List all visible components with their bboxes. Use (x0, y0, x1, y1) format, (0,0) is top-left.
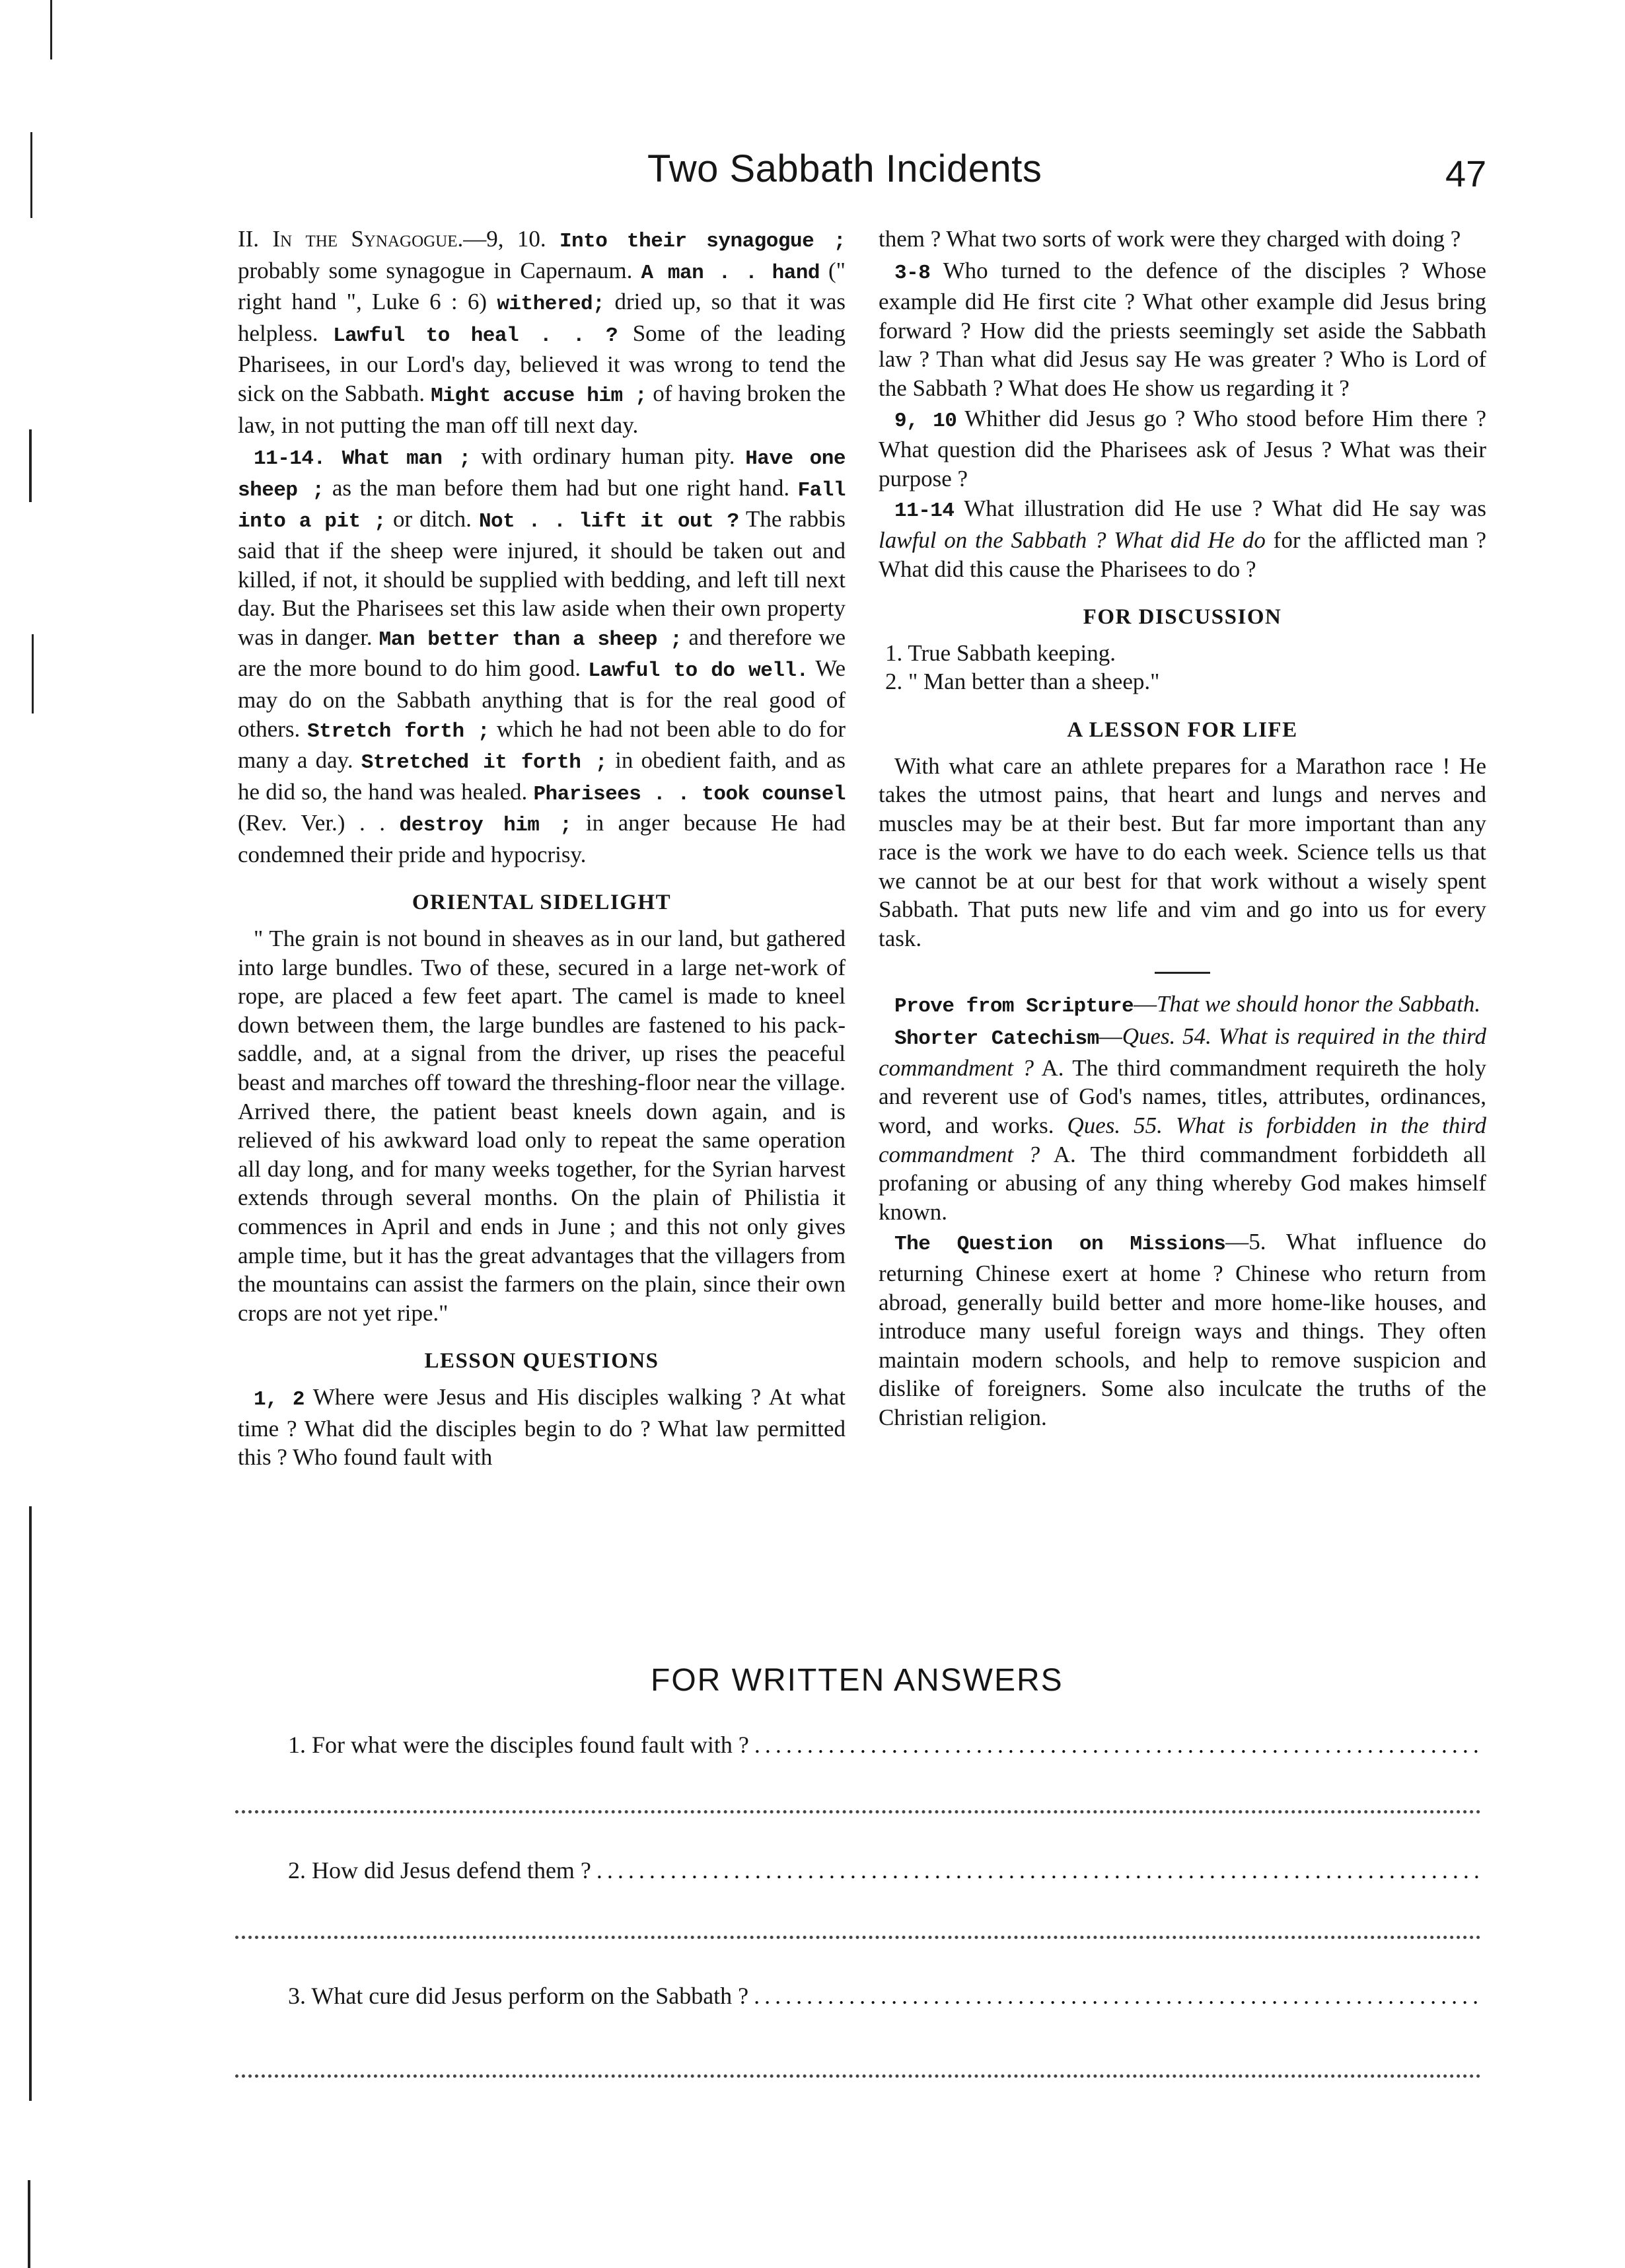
body-text: probably some synagogue in Capernaum. (238, 257, 641, 283)
body-text: of having broken the law, in not putting the man off till next day. (238, 380, 846, 438)
written-question-text: 1. For what were the disciples found fault with ? (288, 1732, 749, 1758)
dash: — (1225, 1229, 1249, 1255)
body-text: Some of the leading Pharisees, in our Lord's day, believed it was wrong to tend the sick on the Sabbath. (238, 320, 846, 406)
question-text: What illustration did He use ? What did He say was (954, 495, 1486, 522)
discussion-list (879, 639, 1486, 696)
keyword: Lawful to heal . . ? (333, 324, 618, 348)
right-column (879, 225, 1486, 1434)
list-item: 1. True Sabbath keeping. (885, 640, 1116, 666)
left-column (238, 225, 846, 1473)
lesson-questions-heading: LESSON QUESTIONS (424, 1349, 659, 1373)
page-number: 47 (1445, 153, 1487, 194)
question-3-8 (879, 256, 1486, 403)
body-text: (Rev. Ver.) . . (238, 810, 400, 836)
question-text-italic: lawful on the Sabbath ? What did He do (879, 527, 1266, 553)
answer-line-2[interactable] (235, 1936, 1481, 1939)
keyword: Stretch forth ; (307, 719, 489, 743)
keyword: 11-14. What man ; (254, 447, 471, 471)
paragraph-verses-11-14 (238, 442, 846, 869)
keyword: Fall into a pit ; (238, 478, 846, 534)
body-text: The rabbis said that if the sheep were injured, it should be taken out and killed, if not, it should be supplied with bedding, and left till next day. But the Pharisees set this law aside when their own property was in danger. (238, 506, 846, 650)
section-lead: II. In the Synagogue.—9, 10. (238, 226, 546, 252)
question-number: 11-14 (894, 499, 955, 523)
question-on-missions (879, 1227, 1486, 1432)
keyword: Into their synagogue ; (559, 230, 846, 253)
keyword: Not . . lift it out ? (478, 510, 739, 534)
dash: — (1134, 990, 1157, 1017)
body-text: in obedient faith, and as he did so, the hand was healed. (238, 747, 846, 805)
question-number: 1, 2 (254, 1387, 305, 1411)
body-text: as the man before them had but one right hand. (324, 474, 798, 501)
keyword: destroy him ; (399, 814, 572, 838)
question-9-10 (879, 404, 1486, 494)
lesson-for-life-heading: A LESSON FOR LIFE (1067, 717, 1298, 742)
scan-margin-mark (28, 2180, 30, 2268)
question-text: Where were Jesus and His disciples walking ? At what time ? What did the disciples begin to do ? What law permitted this ? Who found fault with (238, 1383, 846, 1471)
oriental-sidelight-heading: ORIENTAL SIDELIGHT (412, 891, 672, 915)
prove-from-scripture (879, 990, 1486, 1021)
for-discussion-heading: FOR DISCUSSION (1083, 605, 1282, 630)
body-text: with ordinary human pity. (470, 443, 746, 470)
written-question-2 (288, 1856, 1481, 1884)
missions-text: 5. What influence do returning Chinese exert at home ? Chinese who return from abroad, generally build better and more home-like houses, and introduce many useful foreign ways and things. They often maintain modern schools, and help to remove suspicion and dislike of foreigners. Some also inculcate the truths of the Christian religion. (879, 1229, 1486, 1430)
body-text: which he had not been able to do for many a day. (238, 715, 846, 774)
question-text: Whither did Jesus go ? Who stood before Him there ? What question did the Pharisees ask of Jesus ? What was their purpose ? (879, 405, 1487, 492)
paragraph-in-the-synagogue (238, 225, 846, 439)
dash: — (1099, 1023, 1122, 1050)
body-text: We may do on the Sabbath anything that is for the real good of others. (238, 655, 846, 742)
body-text: (" right hand ", Luke 6 : 6) (238, 257, 846, 315)
catechism-q54-label: Ques. 54. (1122, 1023, 1211, 1050)
body-text: dried up, so that it was helpless. (238, 289, 846, 346)
prove-label: Prove from Scripture (894, 994, 1134, 1018)
missions-label: The Question on Missions (894, 1233, 1226, 1257)
oriental-sidelight-text: " The grain is not bound in sheaves as in our land, but gathered into large bundles. Two of these, secured in a large net-work of rope, are placed a few feet apart. The camel is made to kneel down between them, the large bundles are fastened to his pack-saddle, and, at a signal from the driver, up rises the peaceful beast and marches off toward the threshing-floor near the village. Arrived there, the patient beast kneels down again, and is relieved of his awkward load only to repeat the same operation all day long, and for many weeks together, for the Syrian harvest extends through several months. On the plain of Philistia it commences in April and ends in June ; and this not only gives ample time, but it has the great advantages that the villagers from the mountains can assist the farmers on the plain, since their own crops are not yet ripe." (238, 926, 846, 1326)
question-1-2 (238, 1383, 846, 1472)
question-number: 3-8 (894, 261, 931, 285)
keyword: Lawful to do well. (588, 659, 809, 683)
page-header (0, 132, 1625, 211)
written-question-1 (288, 1731, 1481, 1759)
catechism-q55-label: Ques. 55. (1067, 1113, 1163, 1139)
catechism-a54: A. The third commandment requireth the holy and reverent use of God's names, titles, attributes, ordinances, word, and works. (879, 1054, 1487, 1139)
answer-line-3[interactable] (235, 2074, 1481, 2078)
scan-margin-mark (32, 634, 34, 713)
keyword: Stretched it forth ; (361, 751, 607, 775)
question-text: for the afflicted man ? What did this cause the Pharisees to do ? (879, 527, 1486, 582)
shorter-catechism (879, 1022, 1486, 1226)
question-11-14 (879, 494, 1486, 583)
keyword: withered; (497, 293, 605, 316)
catechism-label: Shorter Catechism (894, 1027, 1099, 1051)
catechism-q55-text: What is forbidden in the third commandment ? (879, 1113, 1486, 1167)
question-number: 9, 10 (894, 409, 957, 433)
catechism-a55: A. The third commandment forbiddeth all profaning or abusing of any thing whereby God makes himself known. (879, 1141, 1486, 1225)
lesson-for-life-text: With what care an athlete prepares for a Marathon race ! He takes the utmost pains, that heart and lungs and nerves and muscles may be at their best. But far more important than any race is the work we have to do each week. Science tells us that we cannot be at our best for that work without a wisely spent Sabbath. That puts new life and vim and go into us for every task. (879, 752, 1486, 952)
catechism-q54-text: What is required in the third commandment ? (879, 1023, 1486, 1081)
written-question-text: 3. What cure did Jesus perform on the Sabbath ? (288, 1983, 749, 2009)
keyword: Man better than a sheep ; (379, 628, 682, 651)
body-text: or ditch. (386, 506, 479, 532)
list-item: 2. " Man better than a sheep." (885, 669, 1160, 695)
scan-margin-mark (50, 0, 52, 59)
written-answers-heading: FOR WRITTEN ANSWERS (651, 1663, 1064, 1698)
question-1-2-continued: them ? What two sorts of work were they charged with doing ? (879, 226, 1461, 252)
running-title: Two Sabbath Incidents (647, 147, 1042, 190)
keyword: Might accuse him ; (431, 384, 647, 408)
keyword: Have one sheep ; (238, 447, 846, 502)
scan-margin-mark (29, 1506, 32, 2101)
answer-line-1[interactable] (235, 1810, 1481, 1813)
written-question-text: 2. How did Jesus defend them ? (288, 1857, 591, 1884)
keyword: Pharisees . . took counsel (533, 782, 846, 806)
question-text: Who turned to the defence of the disciples ? Whose example did He first cite ? What other example did Jesus bring forward ? How did the priests seemingly set aside the Sabbath law ? Than what did Jesus say He was greater ? Who is Lord of the Sabbath ? What does He show us regarding it ? (879, 257, 1486, 401)
body-text: in anger because He had condemned their pride and hypocrisy. (238, 810, 846, 867)
prove-text: That we should honor the Sabbath. (1157, 990, 1481, 1017)
keyword: A man . . hand (641, 261, 820, 285)
body-text: and therefore we are the more bound to do him good. (238, 624, 846, 682)
divider (1155, 972, 1210, 974)
scan-margin-mark (29, 429, 32, 502)
written-question-3 (288, 1982, 1481, 2010)
